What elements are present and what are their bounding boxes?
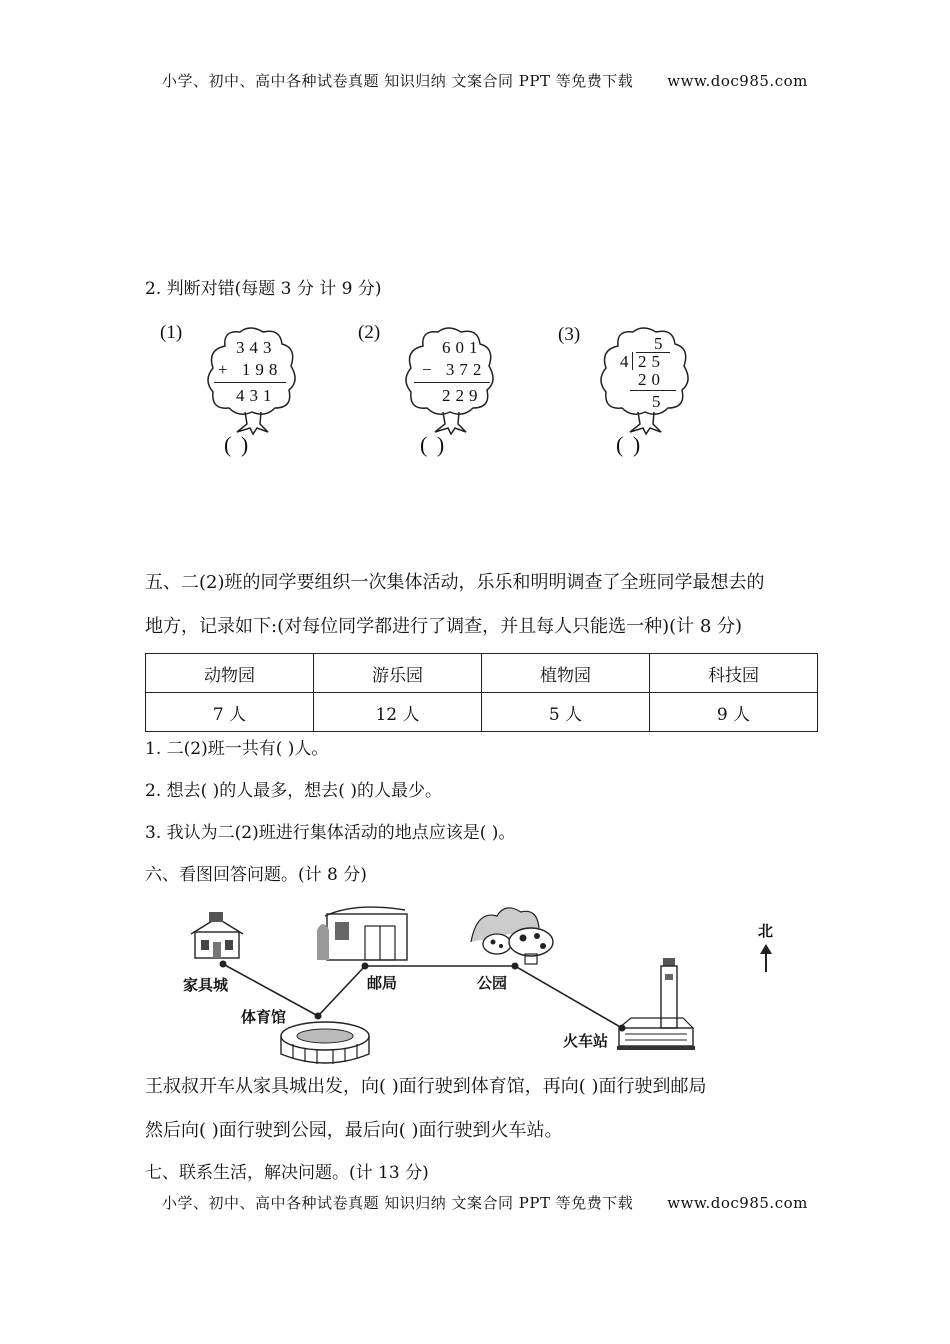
divisor: 4 — [620, 352, 634, 371]
section5-line2: 地方，记录如下:(对每位同学都进行了调查，并且每人只能选一种)(计 8 分) — [145, 616, 743, 637]
table-header-cell: 游乐园 — [314, 654, 482, 693]
division-bracket — [632, 352, 633, 370]
answer-blank[interactable]: ( ) — [224, 432, 251, 457]
difference-line — [414, 382, 490, 383]
item-label: (1) — [160, 322, 183, 343]
furniture-store-icon — [187, 912, 247, 962]
page-header — [162, 70, 808, 91]
question-1: 1. 二(2)班一共有( )人。 — [145, 739, 329, 759]
row2: − 372 — [422, 360, 487, 379]
table-header-cell: 动物园 — [146, 654, 314, 693]
row2: + 198 — [218, 360, 283, 379]
answer-blank[interactable]: ( ) — [420, 432, 447, 457]
post-office-icon — [315, 900, 415, 964]
judge-title: 2. 判断对错(每题 3 分 计 9 分) — [145, 279, 382, 299]
park-icon — [467, 902, 563, 966]
result: 229 — [442, 386, 483, 405]
remainder-line — [630, 390, 676, 391]
judge-item-1 — [160, 322, 310, 462]
row1: 343 — [236, 338, 277, 357]
page-footer — [162, 1192, 808, 1213]
table-header-row — [146, 654, 818, 693]
section5-line1: 五、二(2)班的同学要组织一次集体活动，乐乐和明明调查了全班同学最想去的 — [145, 572, 765, 593]
table-cell: 5 人 — [482, 693, 650, 732]
footer-text: 小学、初中、高中各种试卷真题 知识归纳 文案合同 PPT 等免费下载 — [162, 1194, 634, 1212]
section7-title: 七、联系生活，解决问题。(计 13 分) — [145, 1163, 429, 1183]
table-header-cell: 科技园 — [650, 654, 818, 693]
item-label: (3) — [558, 324, 581, 345]
dividend: 25 — [638, 352, 665, 371]
row1: 601 — [442, 338, 483, 357]
place-label-park: 公园 — [477, 974, 508, 992]
sum-line — [214, 382, 286, 383]
header-url[interactable]: www.doc985.com — [667, 72, 808, 90]
section6-line1: 王叔叔开车从家具城出发，向( )面行驶到体育馆，再向( )面行驶到邮局 — [145, 1076, 707, 1097]
table-header-cell: 植物园 — [482, 654, 650, 693]
judge-item-3 — [558, 322, 708, 462]
header-text: 小学、初中、高中各种试卷真题 知识归纳 文案合同 PPT 等免费下载 — [162, 72, 634, 90]
product: 20 — [638, 370, 665, 389]
stadium-icon — [275, 1016, 375, 1068]
place-label-furniture: 家具城 — [183, 976, 229, 994]
north-arrow-icon — [758, 944, 774, 974]
judge-item-2 — [358, 322, 508, 462]
place-label-station: 火车站 — [563, 1032, 609, 1050]
survey-table — [145, 653, 818, 732]
table-cell: 7 人 — [146, 693, 314, 732]
footer-url[interactable]: www.doc985.com — [667, 1194, 808, 1212]
place-label-gym: 体育馆 — [241, 1008, 287, 1026]
section6-title: 六、看图回答问题。(计 8 分) — [145, 865, 367, 885]
quotient: 5 — [654, 334, 668, 353]
question-3: 3. 我认为二(2)班进行集体活动的地点应该是( )。 — [145, 823, 516, 843]
route-map — [175, 898, 815, 1068]
remainder: 5 — [652, 392, 666, 411]
section6-line2: 然后向( )面行驶到公园，最后向( )面行驶到火车站。 — [145, 1120, 563, 1141]
table-cell: 12 人 — [314, 693, 482, 732]
place-label-post: 邮局 — [367, 974, 398, 992]
train-station-icon — [617, 954, 697, 1054]
answer-blank[interactable]: ( ) — [616, 432, 643, 457]
result: 431 — [236, 386, 277, 405]
table-row — [146, 693, 818, 732]
question-2: 2. 想去( )的人最多，想去( )的人最少。 — [145, 781, 442, 801]
table-cell: 9 人 — [650, 693, 818, 732]
item-label: (2) — [358, 322, 381, 343]
north-label: 北 — [758, 922, 774, 940]
